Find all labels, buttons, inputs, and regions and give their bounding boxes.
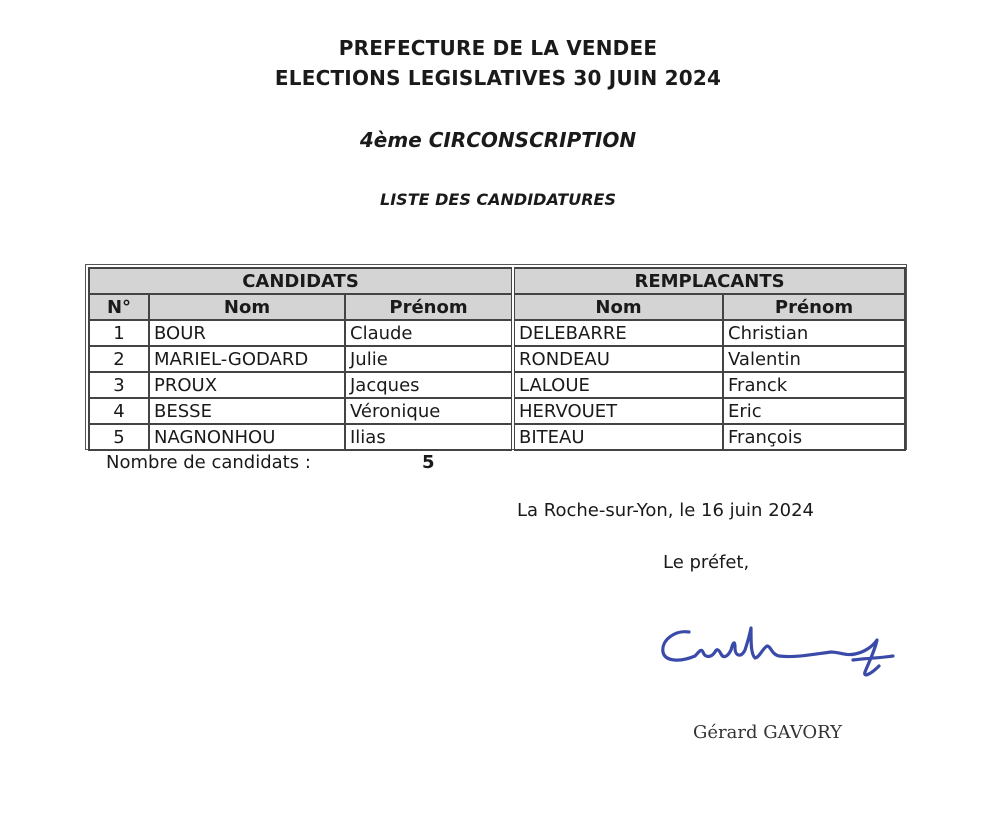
cell-prenom: Véronique bbox=[345, 398, 513, 424]
handwritten-signature bbox=[655, 618, 905, 688]
cell-remplacant-nom: DELEBARRE bbox=[513, 320, 723, 346]
table-row bbox=[89, 398, 905, 424]
candidats-group-header: CANDIDATS bbox=[89, 268, 513, 294]
candidates-table-frame bbox=[85, 264, 907, 450]
cell-remplacant-nom: BITEAU bbox=[513, 424, 723, 450]
cell-prenom: Jacques bbox=[345, 372, 513, 398]
remplacants-group-header: REMPLACANTS bbox=[513, 268, 905, 294]
cell-nom: BOUR bbox=[149, 320, 345, 346]
col-header-prenom: Prénom bbox=[345, 294, 513, 320]
table-row bbox=[89, 372, 905, 398]
candidate-count-value: 5 bbox=[422, 452, 435, 473]
column-header-row bbox=[89, 294, 905, 320]
cell-num: 1 bbox=[89, 320, 149, 346]
cell-num: 2 bbox=[89, 346, 149, 372]
cell-nom: NAGNONHOU bbox=[149, 424, 345, 450]
col-header-num: N° bbox=[89, 294, 149, 320]
cell-prenom: Ilias bbox=[345, 424, 513, 450]
cell-remplacant-prenom: François bbox=[723, 424, 905, 450]
cell-nom: BESSE bbox=[149, 398, 345, 424]
cell-num: 4 bbox=[89, 398, 149, 424]
col-header-remplacant-nom: Nom bbox=[513, 294, 723, 320]
group-header-row bbox=[89, 268, 905, 294]
election-title: ELECTIONS LEGISLATIVES 30 JUIN 2024 bbox=[274, 66, 722, 90]
table-row bbox=[89, 320, 905, 346]
candidate-count-label: Nombre de candidats : bbox=[106, 452, 311, 473]
signatory-name: Gérard GAVORY bbox=[693, 722, 843, 743]
cell-remplacant-nom: LALOUE bbox=[513, 372, 723, 398]
cell-prenom: Julie bbox=[345, 346, 513, 372]
cell-remplacant-prenom: Eric bbox=[723, 398, 905, 424]
candidates-table bbox=[88, 267, 906, 451]
cell-num: 3 bbox=[89, 372, 149, 398]
list-subtitle: LISTE DES CANDIDATURES bbox=[380, 190, 616, 209]
signatory-role: Le préfet, bbox=[663, 552, 750, 573]
place-and-date: La Roche-sur-Yon, le 16 juin 2024 bbox=[517, 500, 814, 521]
cell-remplacant-nom: RONDEAU bbox=[513, 346, 723, 372]
cell-prenom: Claude bbox=[345, 320, 513, 346]
cell-nom: MARIEL-GODARD bbox=[149, 346, 345, 372]
cell-num: 5 bbox=[89, 424, 149, 450]
col-header-nom: Nom bbox=[149, 294, 345, 320]
cell-remplacant-prenom: Franck bbox=[723, 372, 905, 398]
circonscription-heading: 4ème CIRCONSCRIPTION bbox=[359, 128, 637, 152]
cell-remplacant-prenom: Christian bbox=[723, 320, 905, 346]
prefecture-title: PREFECTURE DE LA VENDEE bbox=[338, 36, 658, 60]
cell-remplacant-prenom: Valentin bbox=[723, 346, 905, 372]
cell-nom: PROUX bbox=[149, 372, 345, 398]
col-header-remplacant-prenom: Prénom bbox=[723, 294, 905, 320]
table-row bbox=[89, 346, 905, 372]
table-row bbox=[89, 424, 905, 450]
cell-remplacant-nom: HERVOUET bbox=[513, 398, 723, 424]
